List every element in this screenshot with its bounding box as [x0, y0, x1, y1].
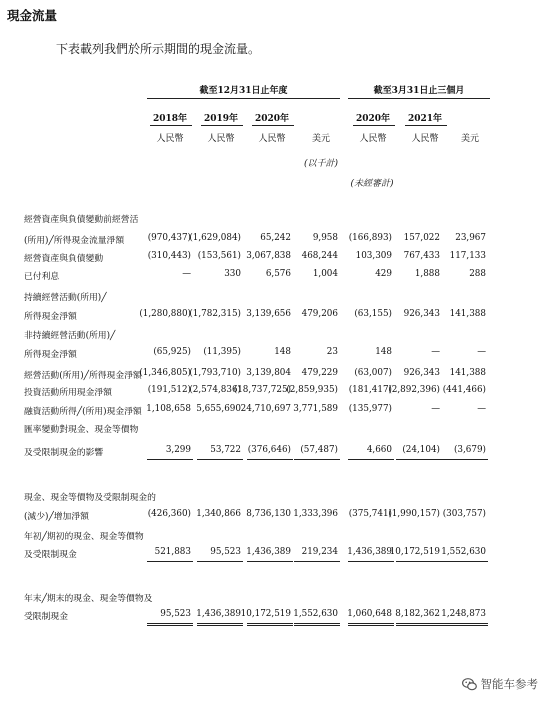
cell-value: 10,172,519 [389, 547, 440, 557]
cell-value: — [431, 347, 440, 357]
cell-value: (310,443) [147, 251, 191, 261]
year-rule [405, 125, 447, 126]
column-group-header: 截至12月31日止年度 [199, 86, 288, 96]
total-rule [442, 459, 488, 460]
cell-value: 1,888 [414, 269, 440, 279]
cell-value: 1,436,389 [347, 547, 392, 557]
grand-total-rule [294, 623, 340, 626]
row-label: 持續經營活動(所用)╱ [24, 293, 107, 303]
group-rule [147, 98, 340, 99]
total-rule [396, 561, 442, 562]
grand-total-rule [247, 623, 293, 626]
cell-value: 141,388 [449, 368, 486, 378]
cell-value: 23,967 [455, 233, 486, 243]
column-currency: 美元 [311, 134, 330, 144]
cell-value: (181,417) [348, 385, 392, 395]
cell-value: 5,655,690 [196, 404, 241, 414]
cell-value: 1,552,630 [293, 609, 338, 619]
cell-value: 23 [326, 347, 338, 357]
row-label: (所用)╱所得現金流量淨額 [24, 236, 125, 246]
cell-value: — [431, 404, 440, 414]
cell-value: 288 [469, 269, 486, 279]
total-rule [442, 561, 488, 562]
cell-value: 3,771,589 [293, 404, 338, 414]
cell-value: 926,343 [403, 309, 440, 319]
cell-value: — [477, 347, 486, 357]
cell-value: 4,660 [366, 445, 392, 455]
row-label: 融資活動所得╱(所用)現金淨額 [24, 407, 142, 417]
cell-value: (135,977) [348, 404, 392, 414]
cell-value: 3,139,656 [246, 309, 291, 319]
cell-value: 1,436,389 [246, 547, 291, 557]
cell-value: (63,155) [354, 309, 392, 319]
total-rule [247, 561, 293, 562]
cell-value: (375,741) [348, 509, 392, 519]
cell-value: 95,523 [210, 547, 241, 557]
grand-total-rule [348, 623, 394, 626]
row-label: 投資活動所用現金淨額 [24, 388, 112, 398]
row-label: 匯率變動對現金、現金等價物 [24, 425, 139, 435]
cell-value: 9,958 [312, 233, 338, 243]
cell-value: 1,248,873 [441, 609, 486, 619]
year-rule [252, 125, 294, 126]
cell-value: (18,737,725) [233, 385, 291, 395]
cell-value: 429 [375, 269, 392, 279]
column-currency: 人民幣 [207, 134, 235, 144]
cell-value: (426,360) [147, 509, 191, 519]
row-label: 已付利息 [24, 272, 60, 282]
section-title: 現金流量 [7, 8, 58, 23]
column-year: 2020年 [254, 114, 290, 124]
cell-value: 6,576 [265, 269, 291, 279]
cell-value: 767,433 [403, 251, 440, 261]
cell-value: 117,133 [449, 251, 486, 261]
column-group-header: 截至3月31日止三個月 [373, 86, 465, 96]
cell-value: 1,060,648 [347, 609, 392, 619]
cell-value: 1,340,866 [196, 509, 241, 519]
row-label: 及受限制現金 [24, 550, 77, 560]
cell-value: (1,782,315) [189, 309, 241, 319]
cell-value: 95,523 [160, 609, 191, 619]
cell-value: 157,022 [403, 233, 440, 243]
cell-value: 1,436,389 [196, 609, 241, 619]
cell-value: 479,206 [301, 309, 338, 319]
watermark [462, 676, 539, 692]
row-label: (減少)╱增加淨額 [24, 512, 89, 522]
cell-value: (1,793,710) [189, 368, 241, 378]
cell-value: (2,574,836) [189, 385, 241, 395]
cell-value: 24,710,697 [240, 404, 291, 414]
cell-value: (1,629,084) [189, 233, 241, 243]
cell-value: 10,172,519 [240, 609, 291, 619]
cell-value: (1,990,157) [388, 509, 440, 519]
cell-value: 219,234 [301, 547, 338, 557]
total-rule [396, 459, 442, 460]
row-label: 現金、現金等價物及受限制現金的 [24, 493, 156, 503]
cell-value: (1,280,880) [139, 309, 191, 319]
cell-value: — [477, 404, 486, 414]
grand-total-rule [396, 623, 442, 626]
cell-value: 521,883 [154, 547, 191, 557]
cell-value: (57,487) [300, 445, 338, 455]
cell-value: 1,004 [312, 269, 338, 279]
total-rule [294, 459, 340, 460]
cell-value: (166,893) [348, 233, 392, 243]
cell-value: 3,067,838 [246, 251, 291, 261]
year-rule [201, 125, 243, 126]
cell-value: 926,343 [403, 368, 440, 378]
unit-note: (以千計) [303, 159, 339, 169]
year-rule [353, 125, 395, 126]
row-label: 年初╱期初的現金、現金等價物 [24, 532, 144, 542]
row-label: 經營資產與負債變動前經營活 [24, 215, 139, 225]
group-rule [348, 98, 490, 99]
cell-value: (153,561) [197, 251, 241, 261]
row-label: 年末╱期末的現金、現金等價物及 [24, 594, 153, 604]
total-rule [348, 459, 394, 460]
cell-value: (441,466) [442, 385, 486, 395]
row-label: 非持續經營活動(所用)╱ [24, 331, 116, 341]
cell-value: — [182, 269, 191, 279]
cell-value: (11,395) [203, 347, 241, 357]
total-rule [294, 561, 340, 562]
column-year: 2020年 [355, 114, 391, 124]
watermark-text: 智能车参考 [480, 677, 538, 691]
cell-value: 103,309 [355, 251, 392, 261]
grand-total-rule [147, 623, 193, 626]
row-label: 經營資產與負債變動 [24, 254, 104, 264]
cell-value: 1,333,396 [293, 509, 338, 519]
row-label: 所得現金淨額 [24, 312, 77, 322]
column-currency: 美元 [460, 134, 479, 144]
cell-value: 8,736,130 [246, 509, 291, 519]
total-rule [348, 561, 394, 562]
column-currency: 人民幣 [156, 134, 184, 144]
row-label: 及受限制現金的影響 [24, 448, 104, 458]
cell-value: (24,104) [402, 445, 440, 455]
cell-value: 3,139,804 [246, 368, 291, 378]
wechat-icon [462, 678, 477, 691]
column-year: 2019年 [203, 114, 239, 124]
cell-value: 141,388 [449, 309, 486, 319]
total-rule [247, 459, 293, 460]
cell-value: 148 [375, 347, 392, 357]
row-label: 經營活動(所用)╱所得現金淨額 [24, 371, 142, 381]
column-currency: 人民幣 [411, 134, 439, 144]
grand-total-rule [197, 623, 243, 626]
cell-value: 1,552,630 [441, 547, 486, 557]
total-rule [197, 459, 243, 460]
total-rule [147, 561, 193, 562]
year-rule [150, 125, 192, 126]
cell-value: (1,346,805) [139, 368, 191, 378]
cell-value: 479,229 [301, 368, 338, 378]
cell-value: 468,244 [301, 251, 338, 261]
cell-value: (63,007) [354, 368, 392, 378]
cell-value: 330 [224, 269, 241, 279]
cell-value: 148 [274, 347, 291, 357]
unaudited-note: (未經審計) [350, 179, 394, 189]
total-rule [147, 459, 193, 460]
cell-value: 3,299 [165, 445, 191, 455]
row-label: 受限制現金 [24, 612, 68, 622]
column-currency: 人民幣 [258, 134, 286, 144]
cell-value: 53,722 [210, 445, 241, 455]
column-currency: 人民幣 [359, 134, 387, 144]
cell-value: 1,108,658 [146, 404, 191, 414]
cell-value: (65,925) [153, 347, 191, 357]
column-year: 2018年 [152, 114, 188, 124]
cell-value: (970,437) [147, 233, 191, 243]
column-year: 2021年 [407, 114, 443, 124]
cell-value: (376,646) [247, 445, 291, 455]
cell-value: (191,512) [147, 385, 191, 395]
row-label: 所得現金淨額 [24, 350, 77, 360]
cell-value: (303,757) [442, 509, 486, 519]
intro-paragraph: 下表載列我們於所示期間的現金流量。 [56, 42, 261, 56]
cell-value: (2,859,935) [286, 385, 338, 395]
cell-value: (2,892,396) [388, 385, 440, 395]
total-rule [197, 561, 243, 562]
cell-value: (3,679) [453, 445, 486, 455]
grand-total-rule [442, 623, 488, 626]
cell-value: 8,182,362 [395, 609, 440, 619]
cell-value: 65,242 [260, 233, 291, 243]
